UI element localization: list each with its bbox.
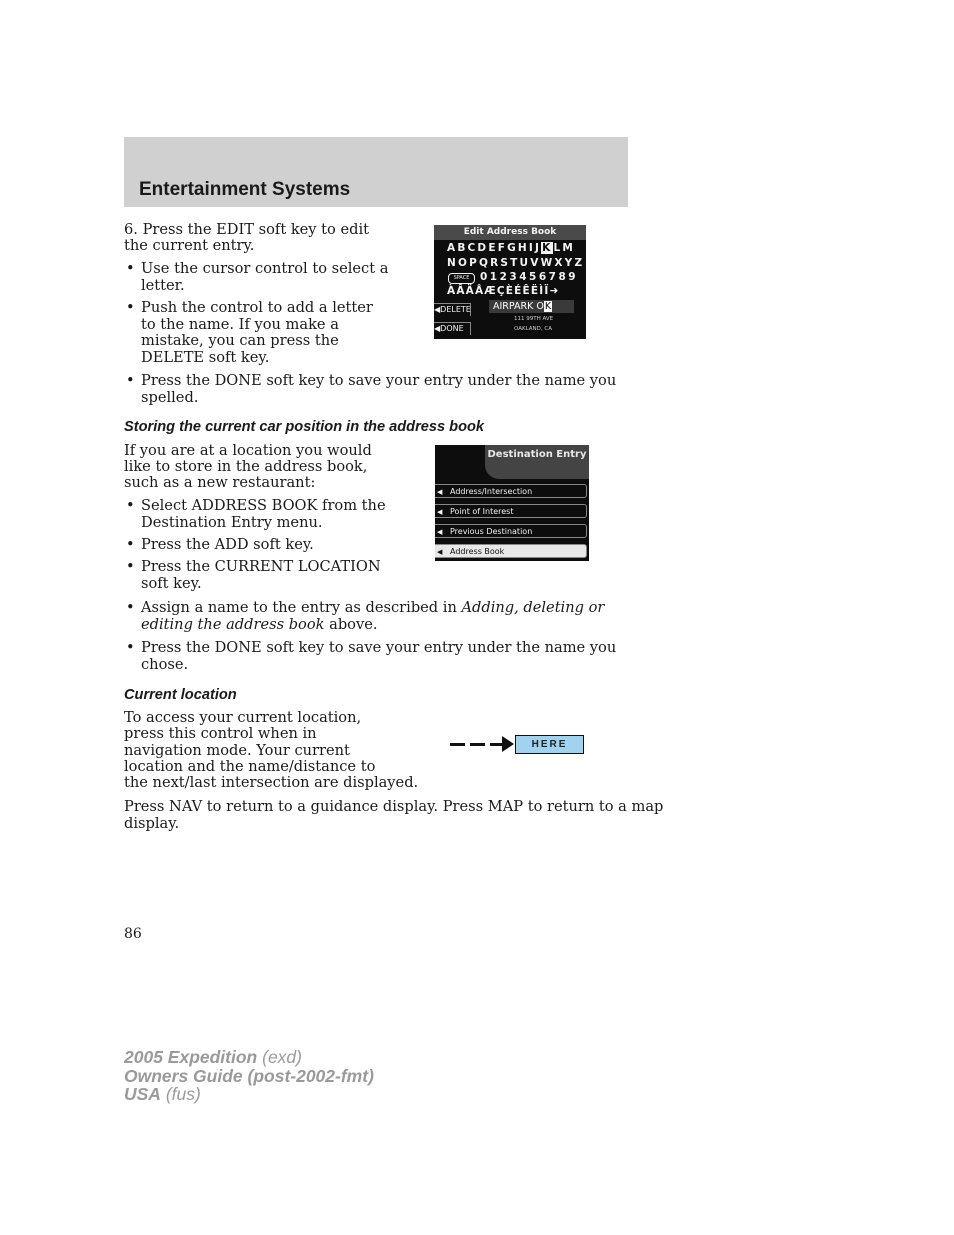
bullet-line: Select ADDRESS BOOK from the [141, 497, 386, 514]
bullet-line: Push the control to add a letter [141, 299, 373, 316]
arrow-right-icon [502, 736, 514, 752]
left-triangle-icon: ◀ [437, 548, 443, 556]
bullet-line: chose. [141, 655, 189, 673]
dashed-arrow-segment [470, 743, 485, 746]
bullet-dot: • [126, 639, 135, 656]
menu-item-previous-destination: ◀ Previous Destination [435, 524, 587, 538]
current-location-line-2: press this control when in [124, 725, 317, 742]
bullet-line: soft key. [141, 574, 202, 592]
done-softkey [434, 322, 471, 335]
bullet-dot: • [126, 558, 135, 575]
keyboard-row-1 [447, 242, 575, 254]
keyboard-row-2: NOPQRSTUVWXYZ [447, 257, 585, 269]
left-triangle-icon: ◀ [437, 528, 443, 536]
current-location-line-3: navigation mode. Your current [124, 742, 350, 759]
bullet-dot: • [126, 372, 135, 389]
bullet-line: Press the DONE soft key to save your entry under the name you [141, 372, 617, 389]
bullet-line: Use the cursor control to select a [141, 260, 389, 277]
footer-model-code: (exd) [257, 1047, 302, 1067]
footer-model-name: 2005 Expedition [124, 1047, 258, 1067]
closing-line-2: display. [124, 815, 180, 832]
footer-model [124, 1047, 302, 1068]
bullet-line: spelled. [141, 388, 199, 406]
bullet-line: Press the CURRENT LOCATION [141, 558, 381, 575]
section-title: Entertainment Systems [139, 179, 351, 200]
text-cursor: K [544, 301, 552, 312]
menu-item-point-of-interest: ◀ Point of Interest [435, 504, 587, 518]
bullet-dot: • [126, 599, 135, 616]
current-location-heading: Current location [124, 687, 237, 703]
bullet-line: letter. [141, 276, 185, 294]
bullet-line: DELETE soft key. [141, 348, 270, 366]
address-line-2: OAKLAND, CA [514, 326, 553, 332]
here-button: HERE [515, 735, 584, 754]
bullet-dot: • [126, 299, 135, 316]
keys-a-j: ABCDEFGHIJ [447, 242, 542, 254]
step-6-line-2: the current entry. [124, 237, 255, 254]
menu-item-address-book: ◀ Address Book [435, 544, 587, 558]
screen-title: Edit Address Book [434, 225, 586, 240]
bullet-dot: • [126, 260, 135, 277]
page-number: 86 [124, 926, 142, 942]
left-triangle-icon: ◀ [434, 305, 441, 314]
bullet-line: mistake, you can press the [141, 332, 339, 349]
keyboard-digits-row: 0123456789 [480, 271, 579, 283]
section-header-band [124, 137, 628, 207]
keys-l-m: LM [553, 242, 576, 254]
done-label: DONE [440, 324, 464, 333]
name-field [489, 300, 574, 313]
intro-line-1: If you are at a location you would [124, 442, 372, 459]
left-triangle-icon: ◀ [437, 508, 443, 516]
bullet-line [141, 600, 604, 617]
bullet-dot: • [126, 536, 135, 553]
bullet-line: Press the DONE soft key to save your entry under the name you [141, 639, 617, 656]
highlighted-key: K [542, 242, 553, 254]
cross-reference-italic: editing the address book [141, 615, 325, 633]
bullet-line: Press the ADD soft key. [141, 536, 314, 553]
dashed-arrow-segment [450, 743, 465, 746]
bullet-line: Destination Entry menu. [141, 513, 323, 531]
bullet-line [141, 617, 604, 634]
assign-text: Assign a name to the entry as described in [141, 599, 462, 616]
name-value: AIRPARK O [493, 301, 544, 312]
closing-line-1: Press NAV to return to a guidance display. Press MAP to return to a map [124, 798, 664, 815]
footer-market-name: USA [124, 1084, 161, 1104]
screen-title: Destination Entry [485, 445, 589, 479]
address-line-1: 111 99TH AVE [514, 316, 554, 322]
current-location-line-1: To access your current location, [124, 709, 362, 726]
left-triangle-icon: ◀ [437, 488, 443, 496]
delete-softkey [434, 303, 471, 316]
cross-reference-italic: Adding, deleting or [461, 599, 605, 616]
assign-text-end: above. [324, 615, 378, 633]
bullet-dot: • [126, 497, 135, 514]
storing-position-heading: Storing the current car position in the address book [124, 419, 485, 435]
space-key: SPACE [448, 273, 475, 284]
destination-entry-screen [435, 445, 589, 561]
intro-line-3: such as a new restaurant: [124, 474, 316, 491]
step-6-line-1: 6. Press the EDIT soft key to edit [124, 221, 369, 238]
left-triangle-icon: ◀ [434, 324, 441, 333]
footer-market-code: (fus) [160, 1084, 201, 1104]
delete-label: DELETE [440, 305, 471, 314]
bullet-line: to the name. If you make a [141, 315, 339, 333]
edit-address-book-screen [434, 225, 586, 339]
footer-guide: Owners Guide (post-2002-fmt) [124, 1066, 374, 1086]
menu-item-address-intersection: ◀ Address/Intersection [435, 484, 587, 498]
keyboard-accent-row: ÀÂÄÅÆÇÈÉÊËÌÏ➜ [447, 285, 560, 297]
footer-market [124, 1084, 201, 1105]
current-location-line-4: location and the name/distance to [124, 758, 376, 775]
intro-line-2: like to store in the address book, [124, 458, 368, 475]
current-location-line-5: the next/last intersection are displayed. [124, 774, 419, 791]
